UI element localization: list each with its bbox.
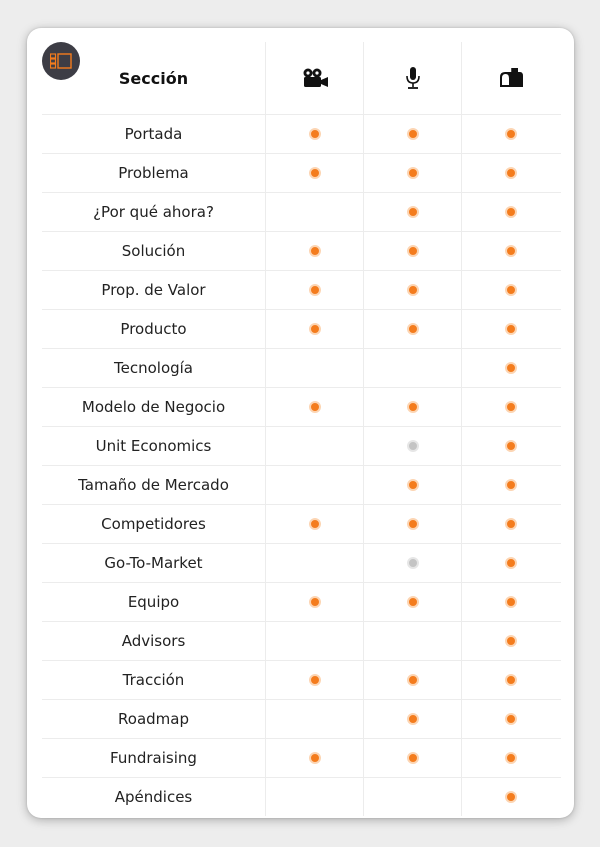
marker-cell xyxy=(462,778,560,816)
included-dot-icon xyxy=(309,284,321,296)
marker-cell xyxy=(462,505,560,543)
section-label: Advisors xyxy=(42,622,266,660)
logo-icon xyxy=(50,53,72,69)
included-dot-icon xyxy=(407,206,419,218)
included-dot-icon xyxy=(407,479,419,491)
section-label: ¿Por qué ahora? xyxy=(42,193,266,231)
included-dot-icon xyxy=(505,206,517,218)
marker-cell xyxy=(266,115,364,153)
included-dot-icon xyxy=(505,284,517,296)
marker-cell xyxy=(462,271,560,309)
included-dot-icon xyxy=(309,596,321,608)
included-dot-icon xyxy=(407,752,419,764)
table-row xyxy=(42,739,561,778)
table-row xyxy=(42,622,561,661)
section-label: Producto xyxy=(42,310,266,348)
section-label: Prop. de Valor xyxy=(42,271,266,309)
marker-cell xyxy=(364,115,462,153)
table-row xyxy=(42,193,561,232)
marker-cell xyxy=(266,427,364,465)
included-dot-icon xyxy=(505,362,517,374)
included-dot-icon xyxy=(505,128,517,140)
marker-cell xyxy=(364,427,462,465)
table-row xyxy=(42,544,561,583)
included-dot-icon xyxy=(309,167,321,179)
marker-cell xyxy=(266,544,364,582)
optional-dot-icon xyxy=(407,440,419,452)
marker-cell xyxy=(462,115,560,153)
included-dot-icon xyxy=(407,596,419,608)
marker-cell xyxy=(266,388,364,426)
table-row xyxy=(42,232,561,271)
marker-cell xyxy=(462,700,560,738)
marker-cell xyxy=(462,544,560,582)
included-dot-icon xyxy=(505,440,517,452)
section-label: Go-To-Market xyxy=(42,544,266,582)
table-row xyxy=(42,427,561,466)
table-row xyxy=(42,310,561,349)
table-row xyxy=(42,466,561,505)
marker-cell xyxy=(462,232,560,270)
table-row xyxy=(42,349,561,388)
video-camera-icon xyxy=(266,42,364,114)
included-dot-icon xyxy=(407,323,419,335)
marker-cell xyxy=(364,388,462,426)
microphone-icon xyxy=(364,42,462,114)
marker-cell xyxy=(364,193,462,231)
included-dot-icon xyxy=(505,323,517,335)
marker-cell xyxy=(364,700,462,738)
section-label: Tecnología xyxy=(42,349,266,387)
section-column-header: Sección xyxy=(42,42,266,114)
section-label: Modelo de Negocio xyxy=(42,388,266,426)
marker-cell xyxy=(364,232,462,270)
marker-cell xyxy=(266,349,364,387)
marker-cell xyxy=(266,466,364,504)
included-dot-icon xyxy=(505,557,517,569)
included-dot-icon xyxy=(505,635,517,647)
marker-cell xyxy=(364,544,462,582)
included-dot-icon xyxy=(407,674,419,686)
marker-cell xyxy=(364,310,462,348)
section-label: Equipo xyxy=(42,583,266,621)
section-label: Solución xyxy=(42,232,266,270)
table-row xyxy=(42,271,561,310)
marker-cell xyxy=(266,271,364,309)
table-row xyxy=(42,700,561,739)
included-dot-icon xyxy=(505,713,517,725)
included-dot-icon xyxy=(407,713,419,725)
marker-cell xyxy=(364,661,462,699)
table-row xyxy=(42,778,561,816)
section-label: Competidores xyxy=(42,505,266,543)
marker-cell xyxy=(266,232,364,270)
table-row xyxy=(42,505,561,544)
table-row xyxy=(42,661,561,700)
table-row xyxy=(42,154,561,193)
marker-cell xyxy=(462,154,560,192)
included-dot-icon xyxy=(505,791,517,803)
included-dot-icon xyxy=(407,518,419,530)
table-row xyxy=(42,115,561,154)
app-logo xyxy=(42,42,80,80)
included-dot-icon xyxy=(505,401,517,413)
marker-cell xyxy=(364,349,462,387)
marker-cell xyxy=(462,661,560,699)
section-label: Portada xyxy=(42,115,266,153)
included-dot-icon xyxy=(505,674,517,686)
included-dot-icon xyxy=(505,518,517,530)
included-dot-icon xyxy=(505,596,517,608)
included-dot-icon xyxy=(407,401,419,413)
marker-cell xyxy=(462,583,560,621)
marker-cell xyxy=(266,739,364,777)
included-dot-icon xyxy=(309,674,321,686)
marker-cell xyxy=(266,778,364,816)
marker-cell xyxy=(266,700,364,738)
marker-cell xyxy=(364,154,462,192)
included-dot-icon xyxy=(505,752,517,764)
marker-cell xyxy=(364,583,462,621)
marker-cell xyxy=(364,271,462,309)
marker-cell xyxy=(266,310,364,348)
section-label: Tamaño de Mercado xyxy=(42,466,266,504)
included-dot-icon xyxy=(505,167,517,179)
sections-table xyxy=(42,42,561,816)
marker-cell xyxy=(462,349,560,387)
included-dot-icon xyxy=(309,518,321,530)
included-dot-icon xyxy=(407,167,419,179)
included-dot-icon xyxy=(309,128,321,140)
marker-cell xyxy=(364,466,462,504)
marker-cell xyxy=(462,622,560,660)
marker-cell xyxy=(266,505,364,543)
optional-dot-icon xyxy=(407,557,419,569)
marker-cell xyxy=(364,778,462,816)
marker-cell xyxy=(364,739,462,777)
included-dot-icon xyxy=(309,323,321,335)
section-label: Tracción xyxy=(42,661,266,699)
marker-cell xyxy=(462,388,560,426)
marker-cell xyxy=(462,193,560,231)
marker-cell xyxy=(266,583,364,621)
section-label: Roadmap xyxy=(42,700,266,738)
section-label: Apéndices xyxy=(42,778,266,816)
included-dot-icon xyxy=(309,752,321,764)
included-dot-icon xyxy=(505,245,517,257)
marker-cell xyxy=(462,427,560,465)
marker-cell xyxy=(266,193,364,231)
section-label: Problema xyxy=(42,154,266,192)
table-row xyxy=(42,388,561,427)
included-dot-icon xyxy=(407,284,419,296)
section-label: Fundraising xyxy=(42,739,266,777)
marker-cell xyxy=(462,310,560,348)
included-dot-icon xyxy=(407,245,419,257)
marker-cell xyxy=(364,505,462,543)
marker-cell xyxy=(462,466,560,504)
marker-cell xyxy=(266,661,364,699)
marker-cell xyxy=(266,622,364,660)
table-header-row xyxy=(42,42,561,115)
table-row xyxy=(42,583,561,622)
included-dot-icon xyxy=(309,245,321,257)
mailbox-icon xyxy=(462,42,560,114)
included-dot-icon xyxy=(309,401,321,413)
marker-cell xyxy=(266,154,364,192)
included-dot-icon xyxy=(407,128,419,140)
section-label: Unit Economics xyxy=(42,427,266,465)
marker-cell xyxy=(462,739,560,777)
included-dot-icon xyxy=(505,479,517,491)
marker-cell xyxy=(364,622,462,660)
